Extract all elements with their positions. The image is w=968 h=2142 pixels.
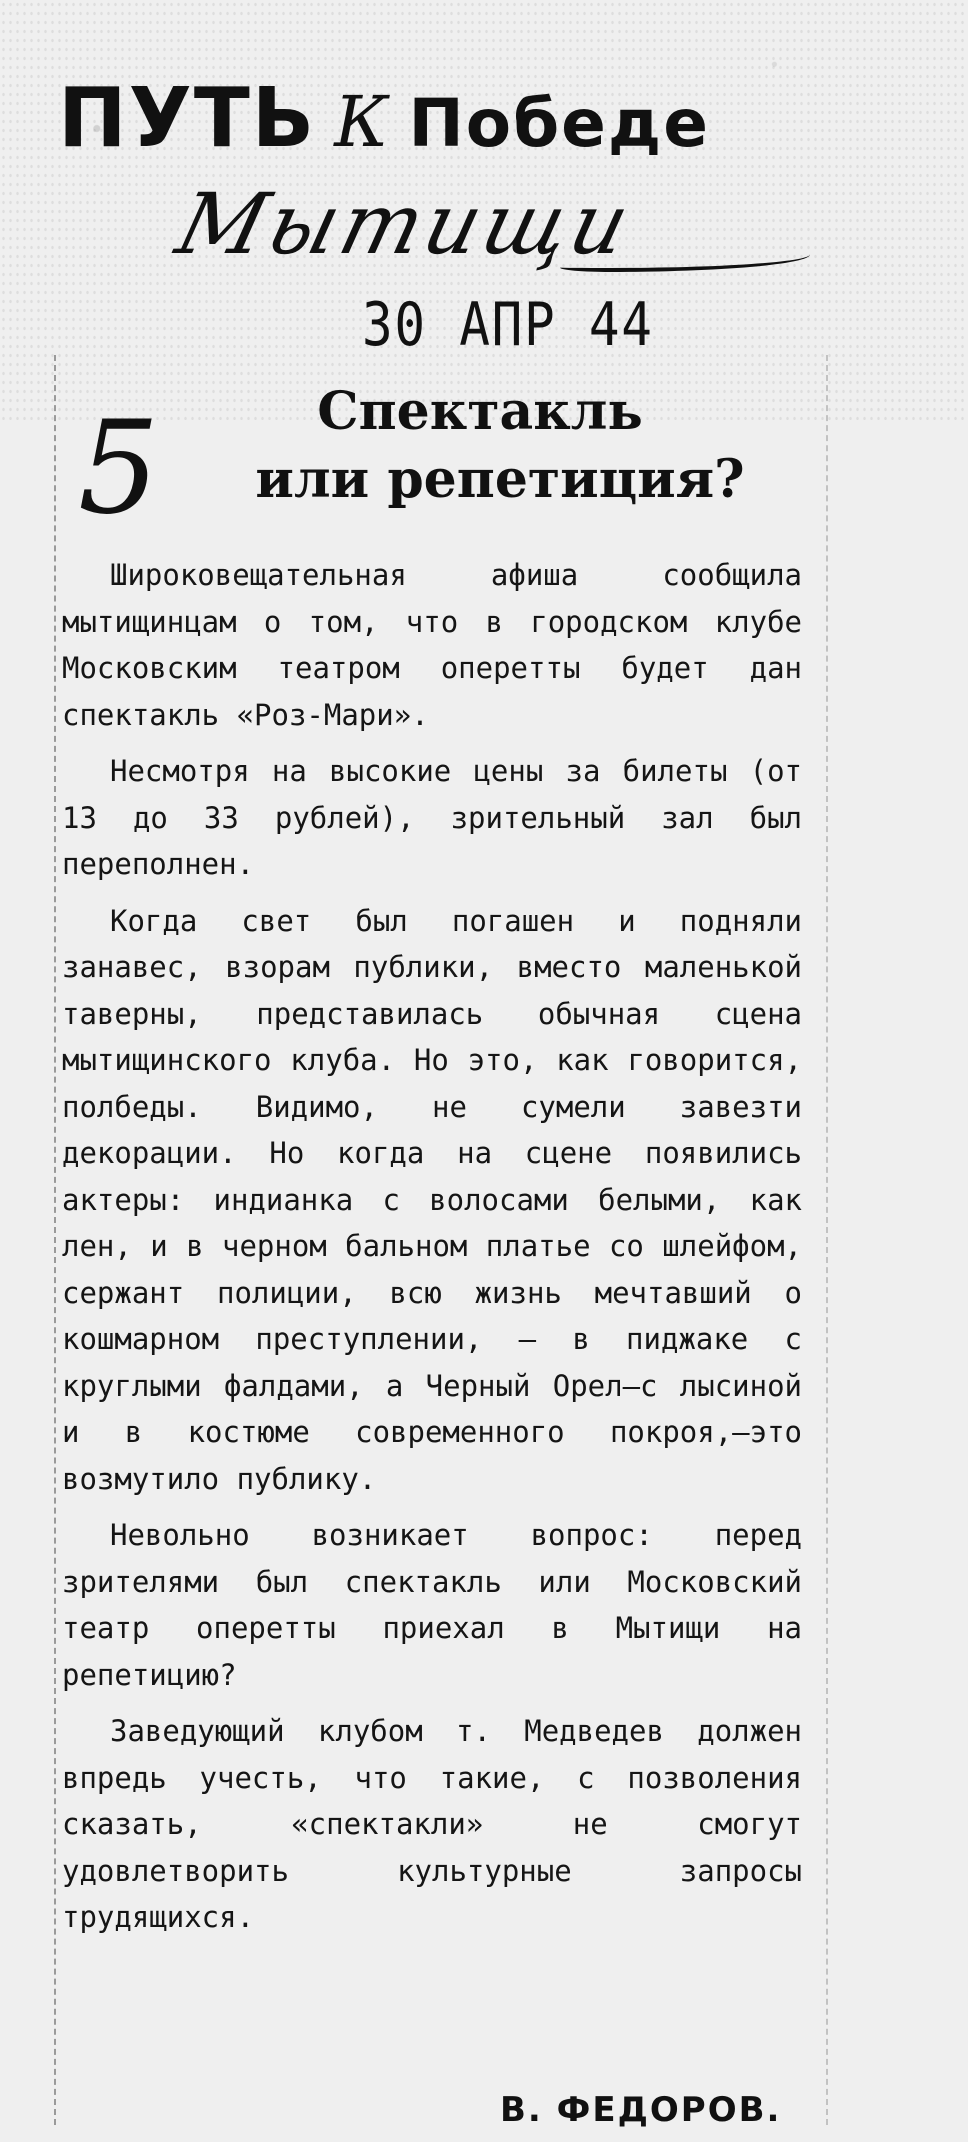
article-headline bbox=[150, 378, 790, 514]
clipping-right-edge bbox=[826, 355, 828, 2125]
newspaper-masthead bbox=[58, 71, 728, 166]
author-byline: В. ФЕДОРОВ. bbox=[500, 2090, 782, 2130]
article-body bbox=[62, 552, 802, 1951]
clipping-left-edge bbox=[54, 355, 56, 2125]
article-paragraph-5: Заведующий клубом т. Медведев должен впредь учесть, что такие, с позволения сказать, «спектакли» не смогут удовлетворить культурные запросы трудящихся. bbox=[62, 1714, 802, 1934]
article-paragraph-2: Несмотря на высокие цены за билеты (от 13 до 33 рублей), зрительный зал был переполнен. bbox=[62, 754, 802, 881]
date-stamp: 30 АПР 44 bbox=[362, 290, 654, 360]
masthead-word-pobede: Победе bbox=[408, 85, 710, 162]
headline-line-2: или репетиция? bbox=[255, 449, 745, 510]
article-paragraph-3: Когда свет был погашен и подняли занавес, взорам публики, вместо маленькой таверны, представилась обычная сцена мытищинского клуба. Но это, как говорится, полбеды. Видимо, не сумели завезти декорации. Но когда на сцене появились актеры: индианка с волосами белыми, как лен, и в черном бальном платье со шлейфом, сержант полиции, всю жизнь мечтавший о кошмарном преступлении, — в пиджаке с круглыми фалдами, а Черный Орел—с лысиной и в костюме современного покроя,—это возмутило публику. bbox=[62, 903, 802, 1496]
masthead-word-k: К bbox=[334, 81, 391, 163]
article-paragraph-1: Широковещательная афиша сообщила мытищинцам о том, что в городском клубе Московским театром оперетты будет дан спектакль «Роз-Мари». bbox=[62, 558, 802, 732]
handwritten-number-note: 5 bbox=[78, 394, 160, 543]
article-paragraph-4: Невольно возникает вопрос: перед зрителями был спектакль или Московский театр оперетты приехал в Мытищи на репетицию? bbox=[62, 1518, 802, 1692]
headline-line-1: Спектакль bbox=[317, 381, 643, 442]
handwritten-city-note: Мытищи bbox=[167, 175, 643, 273]
masthead-word-put: ПУТЬ bbox=[58, 71, 317, 166]
